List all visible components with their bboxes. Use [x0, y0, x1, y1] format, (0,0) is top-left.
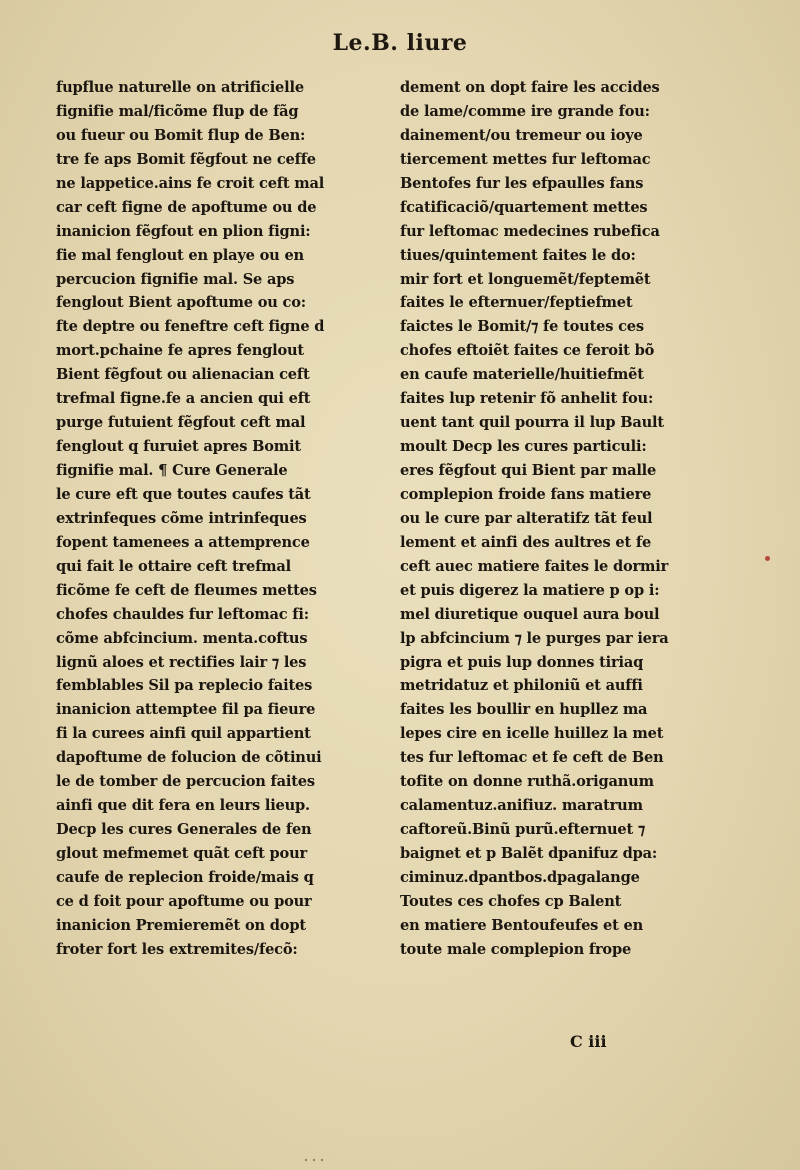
right-text-column [400, 76, 765, 962]
text-line: trefmal figne.fe a ancien qui eft [56, 390, 311, 408]
text-line: Bentofes fur les efpaulles fans [400, 174, 644, 192]
text-line: car ceft figne de apoftume ou de [56, 198, 317, 216]
text-line: ficõme fe ceft de fleumes mettes [56, 581, 317, 599]
text-line: fte deptre ou feneftre ceft figne d [56, 318, 325, 336]
text-line: chofes chauldes fur leftomac fi: [56, 605, 309, 623]
text-line: le de tomber de percucion faites [56, 773, 315, 791]
text-line: pigra et puis lup donnes tiriaq [400, 653, 644, 671]
text-line: tes fur leftomac et fe ceft de Ben [400, 749, 664, 767]
text-line: percucion fignifie mal. Se aps [56, 270, 295, 288]
text-line: le cure eft que toutes caufes tãt [56, 485, 311, 503]
text-line: et puis digerez la matiere p op i: [400, 581, 660, 599]
text-line: ou le cure par alteratifz tãt feul [400, 509, 653, 527]
text-line: fenglout q furuiet apres Bomit [56, 438, 301, 456]
text-line: qui fait le ottaire ceft trefmal [56, 557, 292, 575]
text-line: dapoftume de folucion de cõtinui [56, 749, 322, 767]
text-line: faites le efternuer/feptiefmet [400, 294, 633, 312]
text-line: tofite on donne ruthã.origanum [400, 773, 654, 791]
text-line: extrinfeques cõme intrinfeques [56, 509, 307, 527]
signature-mark: C iii [570, 1032, 607, 1051]
text-line: cõme abfcincium. menta.coftus [56, 629, 308, 647]
text-line: uent tant quil pourra il lup Bault [400, 414, 664, 432]
text-line: Bient fẽgfout ou alienacian ceft [56, 366, 310, 384]
text-line: fignifie mal/ficõme flup de fãg [56, 102, 299, 120]
text-line: en matiere Bentoufeufes et en [400, 916, 644, 934]
text-line: inanicion Premieremẽt on dopt [56, 916, 306, 934]
ink-stain [765, 556, 770, 561]
text-line: lignũ aloes et rectifies lair ⁊ les [56, 653, 307, 671]
text-line: dement on dopt faire les accides [400, 79, 660, 96]
text-line: ainfi que dit fera en leurs lieup. [56, 797, 310, 815]
text-line: fopent tamenees a attemprence [56, 533, 310, 551]
text-line: inanicion attemptee fil pa fieure [56, 701, 316, 719]
text-line: purge futuient fẽgfout ceft mal [56, 414, 306, 432]
text-line: fi la curees ainfi quil appartient [56, 725, 311, 743]
text-line: inanicion fẽgfout en plion figni: [56, 222, 311, 240]
text-line: ne lappetice.ains fe croit ceft mal [56, 174, 325, 192]
text-line: mir fort et longuemẽt/feptemẽt [400, 270, 651, 288]
text-line: fenglout Bient apoftume ou co: [56, 294, 306, 312]
text-line: lp abfcincium ⁊ le purges par iera [400, 629, 669, 647]
text-line: fie mal fenglout en playe ou en [56, 246, 304, 264]
text-line: de lame/comme ire grande fou: [400, 102, 650, 120]
text-line: froter fort les extremites/fecõ: [56, 940, 298, 958]
text-line: lepes cire en icelle huillez la met [400, 725, 664, 743]
text-line: fcatificaciõ/quartement mettes [400, 198, 648, 216]
text-line: faites les boullir en hupllez ma [400, 701, 648, 719]
text-line: baignet et p Balẽt dpanifuz dpa: [400, 845, 658, 862]
paper-specks [305, 1148, 345, 1152]
text-line: ceft auec matiere faites le dormir [400, 557, 669, 575]
text-line: faictes le Bomit/⁊ fe toutes ces [400, 318, 644, 336]
text-line: femblables Sil pa replecio faites [56, 677, 313, 695]
text-line: eres fẽgfout qui Bient par malle [400, 462, 657, 479]
text-line: faites lup retenir fõ anhelit fou: [400, 390, 654, 408]
text-line: complepion froide fans matiere [400, 485, 652, 503]
text-line: lement et ainfi des aultres et fe [400, 533, 652, 551]
text-line: moult Decp les cures particuli: [400, 438, 647, 456]
text-line: calamentuz.anifiuz. maratrum [400, 797, 643, 815]
text-line: Decp les cures Generales de fen [56, 821, 312, 839]
text-line: fupflue naturelle on atrificielle [56, 79, 304, 96]
left-text-column [56, 76, 356, 962]
text-line: caufe de replecion froide/mais q [56, 868, 314, 886]
text-line: toute male complepion frope [400, 940, 632, 958]
text-line: glout mefmemet quãt ceft pour [56, 845, 307, 862]
text-line: Toutes ces chofes cp Balent [400, 892, 622, 910]
text-line: ou fueur ou Bomit flup de Ben: [56, 126, 306, 144]
text-line: fur leftomac medecines rubefica [400, 222, 660, 240]
text-line: en caufe materielle/huitiefmẽt [400, 366, 644, 384]
text-line: tre fe aps Bomit fẽgfout ne ceffe [56, 150, 316, 168]
text-line: tiercement mettes fur leftomac [400, 150, 651, 168]
text-line: ce d foit pour apoftume ou pour [56, 892, 312, 910]
text-line: metridatuz et philoniũ et auffi [400, 677, 643, 695]
text-line: caftoreũ.Binũ purũ.efternuet ⁊ [400, 821, 645, 839]
text-line: chofes eftoiẽt faites ce feroit bõ [400, 342, 655, 360]
text-line: dainement/ou tremeur ou ioye [400, 126, 643, 144]
text-line: tiues/quintement faites le do: [400, 246, 636, 264]
text-line: mel diuretique ouquel aura boul [400, 605, 660, 623]
text-line: ciminuz.dpantbos.dpagalange [400, 868, 640, 886]
text-line: fignifie mal. ¶ Cure Generale [56, 462, 288, 479]
running-head: Le.B. liure [332, 30, 468, 56]
text-line: mort.pchaine fe apres fenglout [56, 342, 304, 360]
